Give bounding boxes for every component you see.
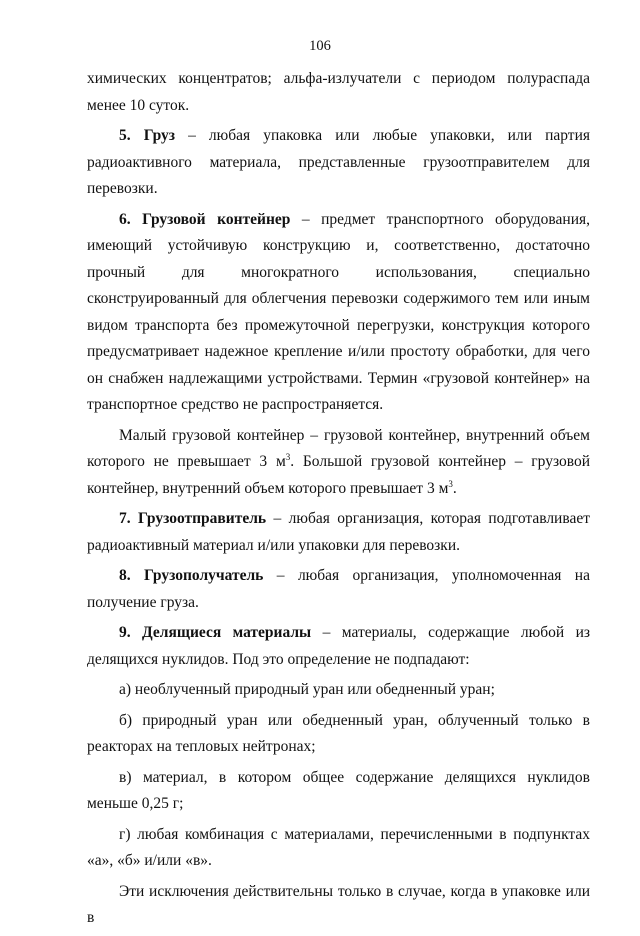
list-item-text: б) природный уран или обедненный уран, облученный только в реакторах на тепловых нейтронах; [87,711,590,755]
definition-consignor [87,506,590,559]
paragraph-text: Эти исключения действительны только в случае, когда в упаковке или в [87,882,590,926]
definition-term: 5. Груз [119,127,175,144]
paragraph-text: . Большой грузовой контейнер – грузовой контейнер, внутренний объем которого превышает 3 м [87,453,590,497]
definition-term: 7. Грузоотправитель [119,510,267,527]
list-item-b [87,708,590,761]
definition-cargo [87,123,590,203]
list-item-d [87,822,590,875]
definition-text: – предмет транспортного оборудования, имеющий устойчивую конструкцию и, соответственно, достаточно прочный для многократного использования, специально сконструированный для облегчения перевозки содержимого тем или иным видом транспорта без промежуточной перегрузки, конструкция которого предусматривает надежное крепление и/или простоту обработки, для чего он снабжен надлежащими устройствами. Термин «грузовой контейнер» на транспортное средство не распространяется. [87,210,590,413]
superscript: 3 [285,452,291,462]
definition-fissile-materials [87,620,590,673]
definition-term: 9. Делящиеся материалы [119,624,312,641]
definition-text: – материалы, содержащие любой из делящихся нуклидов. Под это определение не подпадают: [87,624,591,668]
definition-term: 6. Грузовой контейнер [119,210,291,228]
definition-freight-container [87,207,590,419]
list-item-text: в) материал, в котором общее содержание делящихся нуклидов меньше 0,25 г; [87,768,590,812]
list-item-a [87,677,590,704]
list-item-text: г) любая комбинация с материалами, перечисленными в подпунктах «а», «б» и/или «в». [87,825,590,869]
document-body [87,66,590,936]
definition-text: – любая организация, которая подготавливает радиоактивный материал и/или упаковки для перевозки. [87,510,591,554]
definition-text: – любая организация, уполномоченная на получение груза. [87,567,590,611]
superscript: 3 [448,478,453,489]
paragraph-continuation [87,66,590,119]
page-number: 106 [309,38,331,54]
paragraph-text: Малый грузовой контейнер – грузовой контейнер, внутренний объем которого не превышает 3 м [87,426,590,470]
definition-term: 8. Грузополучатель [119,567,264,584]
paragraph-container-sizes [87,423,590,503]
definition-text: – любая упаковка или любые упаковки, или партия радиоактивного материала, представленные грузоотправителем для перевозки. [87,127,591,197]
definition-consignee [87,563,590,616]
list-item-c [87,765,590,818]
list-item-text: а) необлученный природный уран или обедненный уран; [119,681,495,698]
paragraph-text: химических концентратов; альфа-излучатели с периодом полураспада менее 10 суток. [87,70,590,114]
paragraph-exceptions [87,879,590,932]
paragraph-text: . [452,479,457,497]
